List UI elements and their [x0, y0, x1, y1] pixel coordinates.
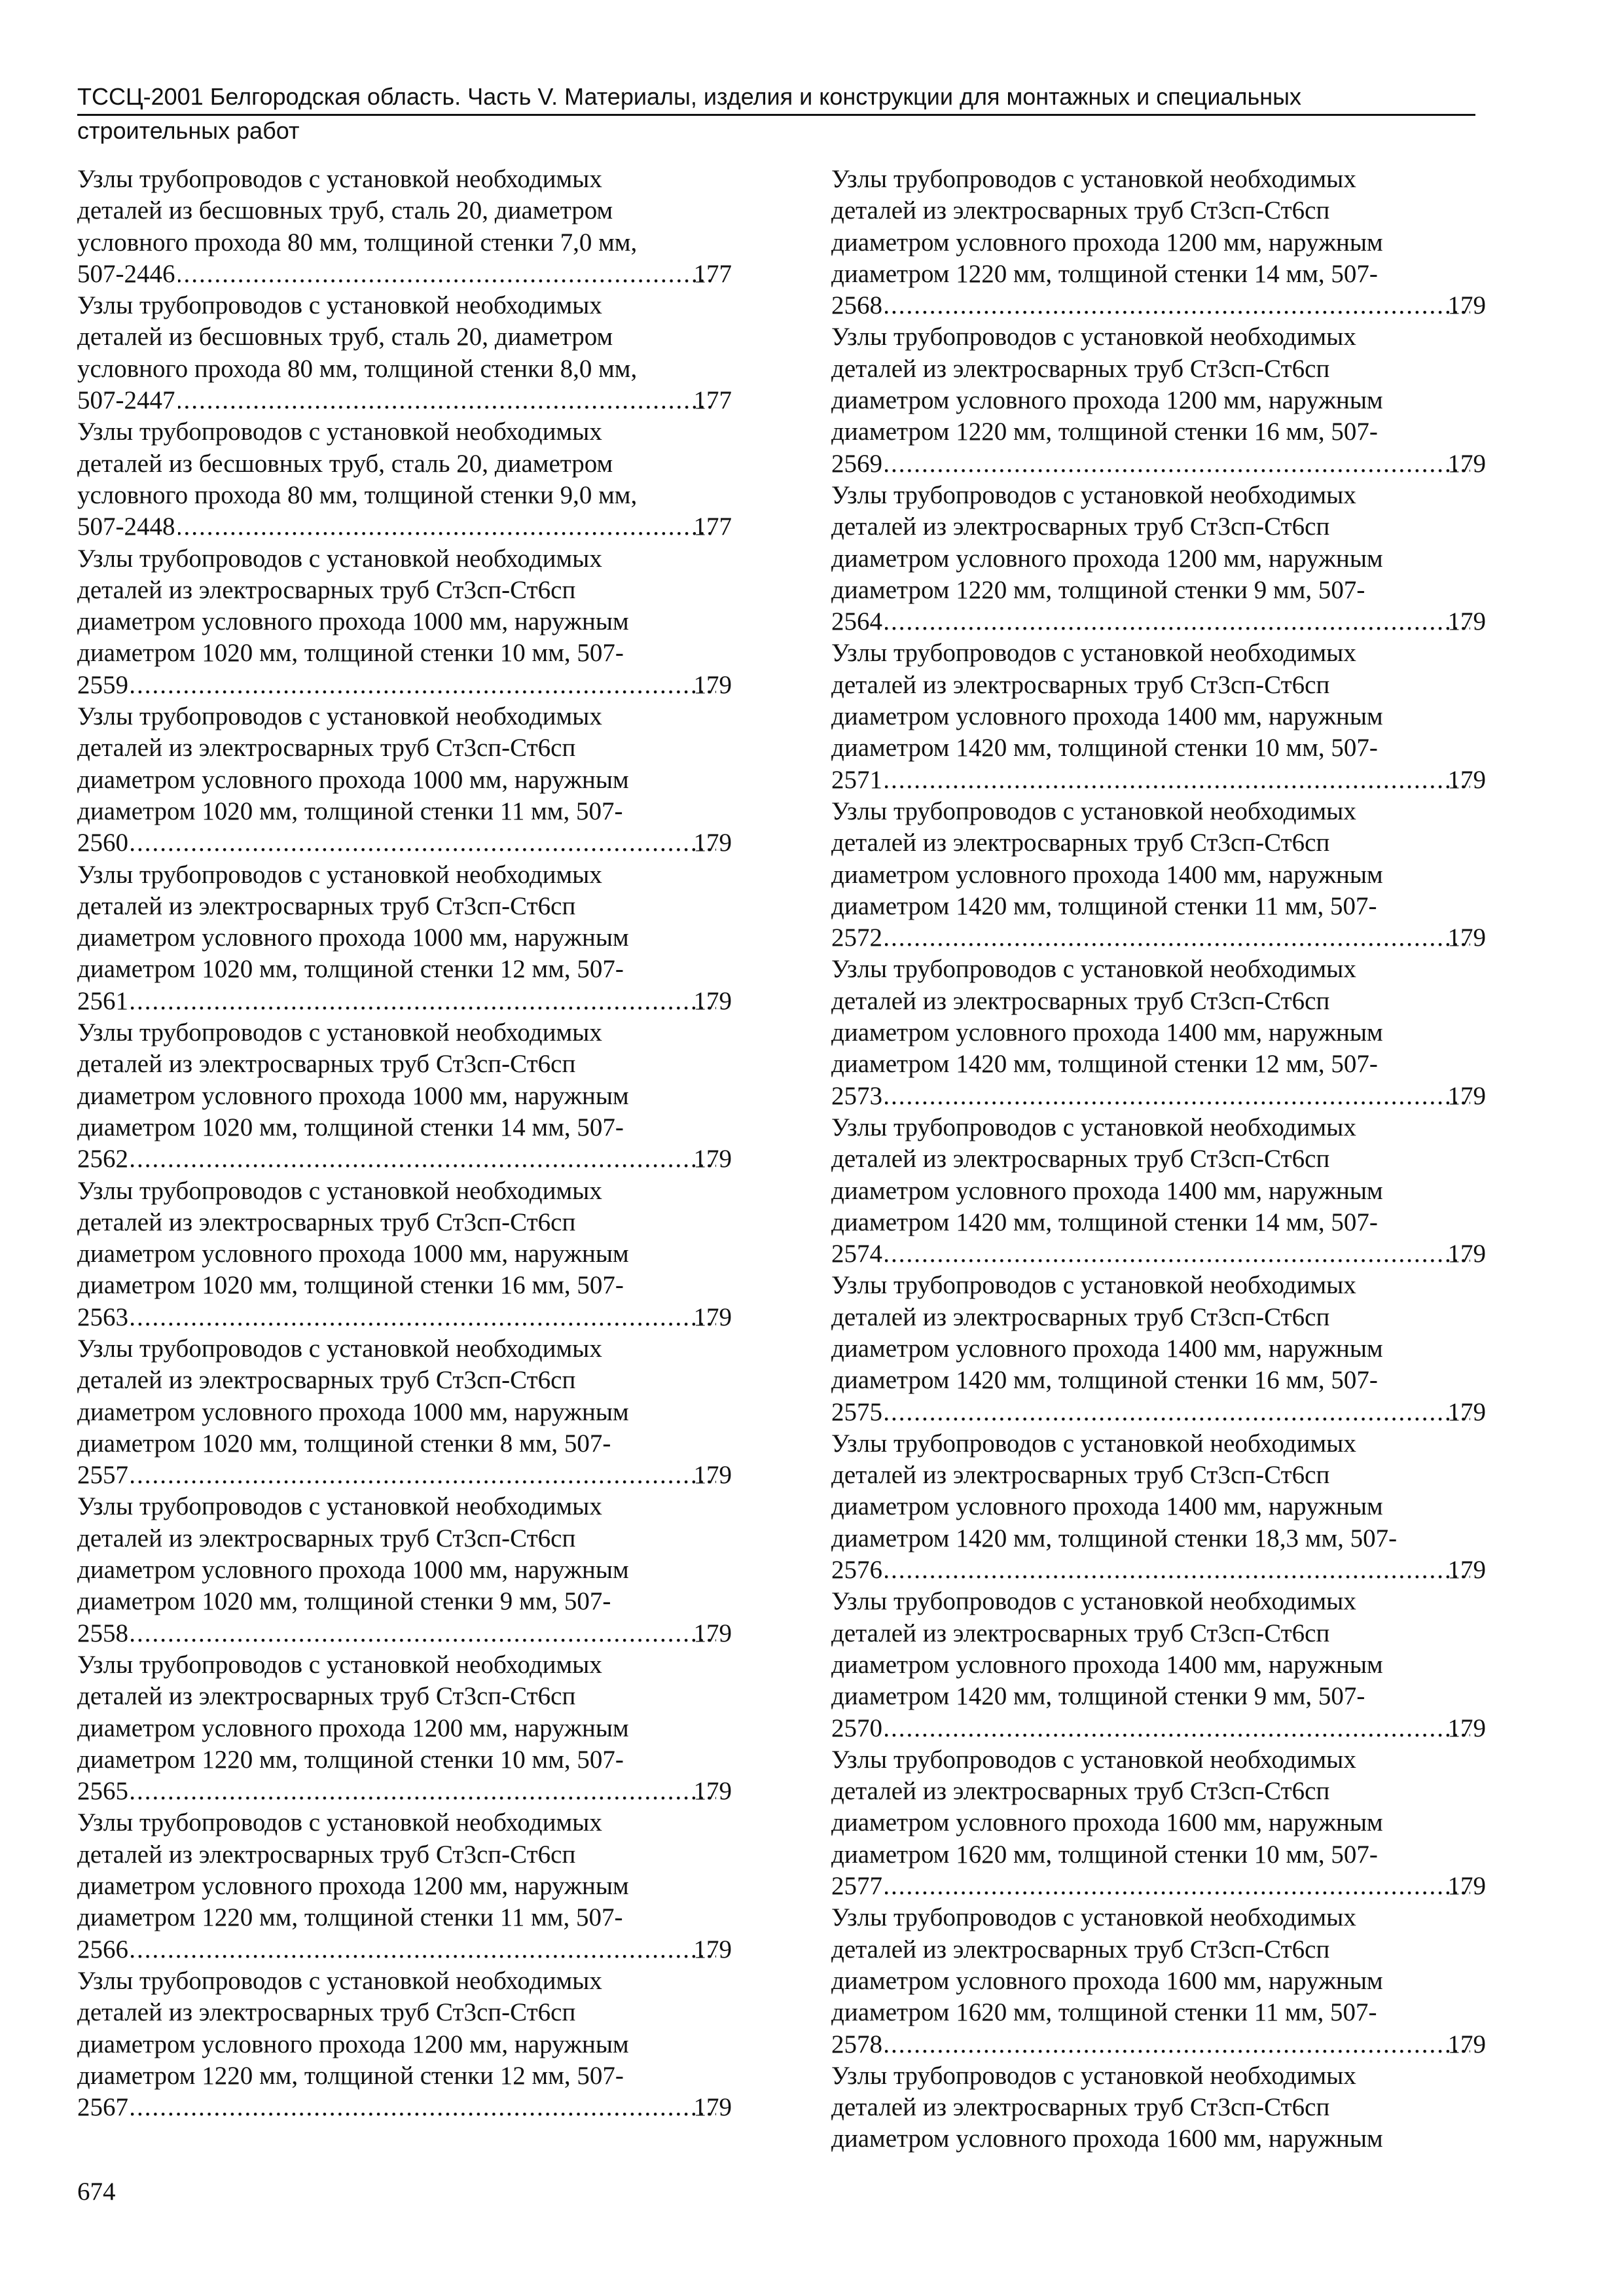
entry-code: 2557 [77, 1461, 128, 1490]
index-entry [77, 1807, 732, 1965]
entry-text-line: диаметром 1220 мм, толщиной стенки 10 мм, 507- [77, 1745, 624, 1774]
entry-reference [831, 606, 1486, 637]
entry-text-line: Узлы трубопроводов с установкой необходимых [831, 2061, 1356, 2090]
entry-code: 2577 [831, 1872, 882, 1901]
entry-page-number: 179 [693, 1935, 732, 1964]
index-entry [831, 1112, 1486, 1270]
entry-reference [77, 1934, 732, 1965]
dot-leader [885, 1238, 1470, 1270]
index-entry [831, 1744, 1486, 1902]
entry-page-number: 177 [693, 512, 732, 541]
entry-text-line: диаметром 1020 мм, толщиной стенки 11 мм, 507- [77, 797, 623, 825]
entry-page-number: 179 [1447, 449, 1486, 478]
entry-text-line: диаметром условного прохода 1200 мм, наружным [831, 386, 1383, 415]
entry-page-number: 177 [693, 386, 732, 415]
entry-text-line: Узлы трубопроводов с установкой необходимых [77, 1018, 602, 1047]
entry-page-number: 179 [1447, 765, 1486, 794]
entry-reference [77, 670, 732, 701]
entry-reference [831, 290, 1486, 321]
entry-text-line: Узлы трубопроводов с установкой необходимых [831, 1745, 1356, 1774]
entry-text-line: деталей из электросварных труб Ст3сп-Ст6сп [77, 1682, 576, 1711]
entry-code: 2563 [77, 1302, 128, 1331]
entry-code: 507-2448 [77, 512, 175, 541]
entry-code: 2565 [77, 1777, 128, 1806]
entry-text-line: диаметром 1420 мм, толщиной стенки 11 мм, 507- [831, 891, 1377, 920]
entry-text-line: деталей из электросварных труб Ст3сп-Ст6сп [831, 1302, 1330, 1331]
index-entry [831, 164, 1486, 321]
entry-text-line: диаметром условного прохода 1600 мм, наружным [831, 1966, 1383, 1995]
entry-text-line: условного прохода 80 мм, толщиной стенки 7,0 мм, [77, 228, 638, 257]
entry-code: 507-2446 [77, 259, 175, 288]
index-entry [77, 701, 732, 859]
entry-code: 2570 [831, 1713, 882, 1742]
entry-text-line: диаметром условного прохода 1200 мм, наружным [831, 544, 1383, 573]
index-entry [831, 954, 1486, 1111]
entry-code: 2559 [77, 670, 128, 699]
entry-page-number: 179 [1447, 2030, 1486, 2058]
index-entry [77, 1175, 732, 1333]
entry-text-line: диаметром 1420 мм, толщиной стенки 18,3 мм, 507- [831, 1524, 1398, 1552]
dot-leader [885, 1871, 1470, 1902]
entry-text-line: диаметром 1220 мм, толщиной стенки 16 мм, 507- [831, 418, 1378, 446]
index-entry [77, 543, 732, 701]
index-entry [831, 321, 1486, 479]
entry-code: 2576 [831, 1556, 882, 1585]
entry-text-line: диаметром 1420 мм, толщиной стенки 9 мм, 507- [831, 1682, 1365, 1711]
index-entry [77, 1017, 732, 1175]
entry-text-line: диаметром условного прохода 1400 мм, наружным [831, 860, 1383, 889]
dot-leader [131, 1302, 716, 1333]
entry-text-line: диаметром 1420 мм, толщиной стенки 14 мм, 507- [831, 1208, 1378, 1236]
entry-text-line: Узлы трубопроводов с установкой необходимых [77, 1650, 602, 1679]
page-header [77, 81, 1475, 116]
dot-leader [885, 1397, 1470, 1428]
entry-reference [831, 922, 1486, 954]
entry-reference [77, 385, 732, 416]
index-entry [77, 1333, 732, 1491]
entry-text-line: диаметром 1020 мм, толщиной стенки 14 мм, 507- [77, 1113, 624, 1141]
entry-text-line: Узлы трубопроводов с установкой необходимых [831, 165, 1356, 193]
dot-leader [131, 827, 716, 859]
entry-text-line: деталей из электросварных труб Ст3сп-Ст6сп [831, 354, 1330, 383]
entry-text-line: диаметром условного прохода 1600 мм, наружным [831, 1808, 1383, 1837]
entry-code: 2574 [831, 1240, 882, 1268]
entry-text-line: диаметром 1620 мм, толщиной стенки 10 мм, 507- [831, 1840, 1378, 1869]
entry-reference [77, 1776, 732, 1807]
entry-text-line: деталей из электросварных труб Ст3сп-Ст6сп [831, 512, 1330, 541]
entry-page-number: 179 [693, 1145, 732, 1174]
entry-page-number: 179 [1447, 1556, 1486, 1585]
entry-text-line: диаметром условного прохода 1400 мм, наружным [831, 1650, 1383, 1679]
entry-text-line: диаметром условного прохода 1600 мм, наружным [831, 2125, 1383, 2153]
index-entry [831, 1586, 1486, 1744]
entry-text-line: диаметром 1620 мм, толщиной стенки 11 мм, 507- [831, 1998, 1377, 2027]
entry-text-line: диаметром 1020 мм, толщиной стенки 9 мм, 507- [77, 1587, 611, 1616]
dot-leader [178, 385, 716, 416]
entry-text-line: диаметром 1220 мм, толщиной стенки 11 мм, 507- [77, 1903, 623, 1932]
entry-text-line: диаметром условного прохода 1400 мм, наружным [831, 702, 1383, 731]
entry-text-line: деталей из электросварных труб Ст3сп-Ст6сп [831, 986, 1330, 1015]
entry-text-line: Узлы трубопроводов с установкой необходимых [77, 291, 602, 320]
entry-text-line: диаметром условного прохода 1000 мм, наружным [77, 924, 629, 952]
entry-text-line: диаметром 1020 мм, толщиной стенки 8 мм, 507- [77, 1429, 611, 1458]
entry-text-line: деталей из бесшовных труб, сталь 20, диаметром [77, 449, 613, 478]
entry-reference [831, 448, 1486, 480]
entry-text-line: Узлы трубопроводов с установкой необходимых [77, 1176, 602, 1205]
entry-text-line: диаметром условного прохода 1200 мм, наружным [77, 2030, 629, 2058]
entry-text-line: деталей из электросварных труб Ст3сп-Ст6сп [77, 1840, 576, 1869]
entry-text-line: диаметром условного прохода 1000 мм, наружным [77, 1397, 629, 1426]
index-column-right [831, 164, 1486, 2155]
entry-reference [77, 1302, 732, 1333]
entry-text-line: диаметром 1020 мм, толщиной стенки 12 мм, 507- [77, 955, 624, 984]
entry-text-line: условного прохода 80 мм, толщиной стенки 9,0 мм, [77, 480, 638, 509]
entry-page-number: 179 [693, 1777, 732, 1806]
entry-text-line: Узлы трубопроводов с установкой необходимых [77, 1966, 602, 1995]
entry-reference [831, 1081, 1486, 1112]
entry-reference [77, 986, 732, 1017]
dot-leader [885, 922, 1470, 954]
entry-reference [77, 259, 732, 290]
entry-text-line: деталей из электросварных труб Ст3сп-Ст6сп [77, 1050, 576, 1079]
entry-text-line: деталей из электросварных труб Ст3сп-Ст6сп [77, 1366, 576, 1395]
entry-text-line: диаметром условного прохода 1400 мм, наружным [831, 1018, 1383, 1047]
entry-reference [77, 2092, 732, 2123]
dot-leader [885, 606, 1470, 637]
entry-page-number: 179 [693, 670, 732, 699]
entry-text-line: Узлы трубопроводов с установкой необходимых [831, 797, 1356, 825]
index-entry [77, 859, 732, 1017]
entry-text-line: Узлы трубопроводов с установкой необходимых [831, 1903, 1356, 1932]
index-entry [77, 290, 732, 416]
entry-text-line: диаметром 1020 мм, толщиной стенки 16 мм, 507- [77, 1271, 624, 1300]
dot-leader [885, 448, 1470, 480]
entry-text-line: Узлы трубопроводов с установкой необходимых [831, 639, 1356, 668]
index-entry [77, 1491, 732, 1649]
entry-page-number: 179 [1447, 1713, 1486, 1742]
entry-reference [831, 1554, 1486, 1586]
page-number: 674 [77, 2178, 116, 2206]
entry-text-line: деталей из бесшовных труб, сталь 20, диаметром [77, 196, 613, 225]
entry-reference [77, 1143, 732, 1175]
dot-leader [885, 1554, 1470, 1586]
index-entry [77, 164, 732, 290]
entry-code: 2569 [831, 449, 882, 478]
entry-text-line: деталей из электросварных труб Ст3сп-Ст6сп [77, 734, 576, 762]
entry-text-line: Узлы трубопроводов с установкой необходимых [77, 1808, 602, 1837]
entry-text-line: диаметром условного прохода 1000 мм, наружным [77, 607, 629, 636]
entry-page-number: 179 [693, 2093, 732, 2122]
index-entry [77, 1649, 732, 1807]
entry-code: 2568 [831, 291, 882, 320]
index-column-left [77, 164, 732, 2123]
entry-text-line: диаметром условного прохода 1200 мм, наружным [77, 1872, 629, 1901]
dot-leader [131, 1143, 716, 1175]
entry-text-line: диаметром условного прохода 1400 мм, наружным [831, 1492, 1383, 1521]
entry-reference [831, 764, 1486, 796]
entry-code: 2567 [77, 2093, 128, 2122]
entry-page-number: 179 [1447, 607, 1486, 636]
entry-code: 2560 [77, 829, 128, 857]
entry-text-line: деталей из электросварных труб Ст3сп-Ст6сп [831, 2093, 1330, 2122]
entry-text-line: Узлы трубопроводов с установкой необходимых [831, 323, 1356, 351]
entry-text-line: деталей из электросварных труб Ст3сп-Ст6сп [831, 829, 1330, 857]
entry-text-line: Узлы трубопроводов с установкой необходимых [831, 1271, 1356, 1300]
entry-text-line: диаметром условного прохода 1400 мм, наружным [831, 1334, 1383, 1363]
dot-leader [131, 1618, 716, 1649]
entry-page-number: 179 [693, 986, 732, 1015]
entry-text-line: диаметром 1420 мм, толщиной стенки 12 мм, 507- [831, 1050, 1378, 1079]
dot-leader [885, 1713, 1470, 1744]
header-title: ТССЦ-2001 Белгородская область. Часть V. Материалы, изделия и конструкции для монтажных и специальных [77, 83, 1301, 110]
entry-code: 2558 [77, 1619, 128, 1647]
dot-leader [131, 670, 716, 701]
entry-page-number: 179 [1447, 1872, 1486, 1901]
entry-code: 2566 [77, 1935, 128, 1964]
entry-text-line: Узлы трубопроводов с установкой необходимых [77, 544, 602, 573]
index-entry [831, 1428, 1486, 1586]
dot-leader [885, 764, 1470, 796]
index-entry [831, 1902, 1486, 2060]
entry-text-line: деталей из электросварных труб Ст3сп-Ст6сп [831, 1145, 1330, 1174]
dot-leader [885, 2029, 1470, 2060]
entry-code: 2561 [77, 986, 128, 1015]
entry-text-line: деталей из электросварных труб Ст3сп-Ст6сп [831, 196, 1330, 225]
entry-text-line: диаметром 1420 мм, толщиной стенки 10 мм, 507- [831, 734, 1378, 762]
entry-reference [77, 827, 732, 859]
dot-leader [131, 1460, 716, 1491]
entry-text-line: деталей из электросварных труб Ст3сп-Ст6сп [77, 1998, 576, 2027]
entry-text-line: деталей из электросварных труб Ст3сп-Ст6сп [831, 1619, 1330, 1647]
dot-leader [885, 290, 1470, 321]
dot-leader [885, 1081, 1470, 1112]
entry-text-line: деталей из электросварных труб Ст3сп-Ст6сп [77, 1524, 576, 1552]
entry-text-line: деталей из электросварных труб Ст3сп-Ст6сп [831, 1777, 1330, 1806]
entry-reference [831, 1238, 1486, 1270]
entry-text-line: диаметром условного прохода 1200 мм, наружным [831, 228, 1383, 257]
entry-text-line: Узлы трубопроводов с установкой необходимых [77, 1334, 602, 1363]
entry-text-line: деталей из электросварных труб Ст3сп-Ст6сп [77, 1208, 576, 1236]
dot-leader [178, 511, 716, 543]
index-entry [77, 1965, 732, 2123]
entry-page-number: 179 [1447, 291, 1486, 320]
entry-text-line: деталей из электросварных труб Ст3сп-Ст6сп [831, 1935, 1330, 1964]
entry-page-number: 179 [693, 1461, 732, 1490]
index-entry [831, 637, 1486, 795]
entry-code: 2562 [77, 1145, 128, 1174]
index-entry [831, 796, 1486, 954]
entry-page-number: 179 [693, 829, 732, 857]
entry-text-line: деталей из электросварных труб Ст3сп-Ст6сп [77, 575, 576, 604]
entry-text-line: диаметром условного прохода 1400 мм, наружным [831, 1176, 1383, 1205]
entry-text-line: деталей из электросварных труб Ст3сп-Ст6сп [77, 891, 576, 920]
index-entry [77, 416, 732, 543]
entry-text-line: диаметром 1420 мм, толщиной стенки 16 мм, 507- [831, 1366, 1378, 1395]
entry-reference [77, 511, 732, 543]
entry-text-line: диаметром 1220 мм, толщиной стенки 9 мм, 507- [831, 575, 1365, 604]
entry-text-line: Узлы трубопроводов с установкой необходимых [77, 702, 602, 731]
entry-page-number: 179 [693, 1619, 732, 1647]
entry-text-line: диаметром условного прохода 1000 мм, наружным [77, 1556, 629, 1585]
entry-page-number: 179 [1447, 924, 1486, 952]
entry-reference [831, 1871, 1486, 1902]
entry-text-line: диаметром условного прохода 1200 мм, наружным [77, 1713, 629, 1742]
entry-text-line: Узлы трубопроводов с установкой необходимых [77, 165, 602, 193]
entry-text-line: Узлы трубопроводов с установкой необходимых [831, 955, 1356, 984]
entry-page-number: 179 [693, 1302, 732, 1331]
dot-leader [131, 2092, 716, 2123]
dot-leader [131, 1934, 716, 1965]
entry-text-line: Узлы трубопроводов с установкой необходимых [831, 1113, 1356, 1141]
entry-text-line: диаметром 1220 мм, толщиной стенки 14 мм, 507- [831, 259, 1378, 288]
entry-text-line: Узлы трубопроводов с установкой необходимых [831, 1429, 1356, 1458]
entry-text-line: деталей из электросварных труб Ст3сп-Ст6сп [831, 670, 1330, 699]
entry-code: 2578 [831, 2030, 882, 2058]
header-subtitle: строительных работ [77, 117, 300, 144]
entry-code: 2572 [831, 924, 882, 952]
entry-page-number: 179 [1447, 1081, 1486, 1110]
entry-reference [77, 1618, 732, 1649]
index-entry [831, 480, 1486, 637]
dot-leader [131, 1776, 716, 1807]
dot-leader [131, 986, 716, 1017]
dot-leader [178, 259, 716, 290]
entry-text-line: диаметром условного прохода 1000 мм, наружным [77, 1240, 629, 1268]
entry-text-line: диаметром 1220 мм, толщиной стенки 12 мм, 507- [77, 2061, 624, 2090]
entry-text-line: диаметром условного прохода 1000 мм, наружным [77, 1081, 629, 1110]
entry-text-line: диаметром условного прохода 1000 мм, наружным [77, 765, 629, 794]
entry-text-line: Узлы трубопроводов с установкой необходимых [77, 1492, 602, 1521]
entry-page-number: 179 [1447, 1240, 1486, 1268]
entry-code: 507-2447 [77, 386, 175, 415]
index-entry [831, 1270, 1486, 1427]
entry-reference [831, 2029, 1486, 2060]
entry-code: 2573 [831, 1081, 882, 1110]
entry-page-number: 177 [693, 259, 732, 288]
entry-text-line: диаметром 1020 мм, толщиной стенки 10 мм, 507- [77, 639, 624, 668]
entry-text-line: деталей из бесшовных труб, сталь 20, диаметром [77, 323, 613, 351]
entry-code: 2575 [831, 1397, 882, 1426]
entry-reference [831, 1713, 1486, 1744]
entry-code: 2564 [831, 607, 882, 636]
entry-text-line: Узлы трубопроводов с установкой необходимых [77, 860, 602, 889]
entry-text-line: условного прохода 80 мм, толщиной стенки 8,0 мм, [77, 354, 638, 383]
entry-text-line: деталей из электросварных труб Ст3сп-Ст6сп [831, 1461, 1330, 1490]
entry-text-line: Узлы трубопроводов с установкой необходимых [831, 1587, 1356, 1616]
entry-reference [77, 1460, 732, 1491]
entry-text-line: Узлы трубопроводов с установкой необходимых [77, 418, 602, 446]
index-entry [831, 2060, 1486, 2155]
entry-code: 2571 [831, 765, 882, 794]
entry-text-line: Узлы трубопроводов с установкой необходимых [831, 480, 1356, 509]
entry-reference [831, 1397, 1486, 1428]
entry-page-number: 179 [1447, 1397, 1486, 1426]
